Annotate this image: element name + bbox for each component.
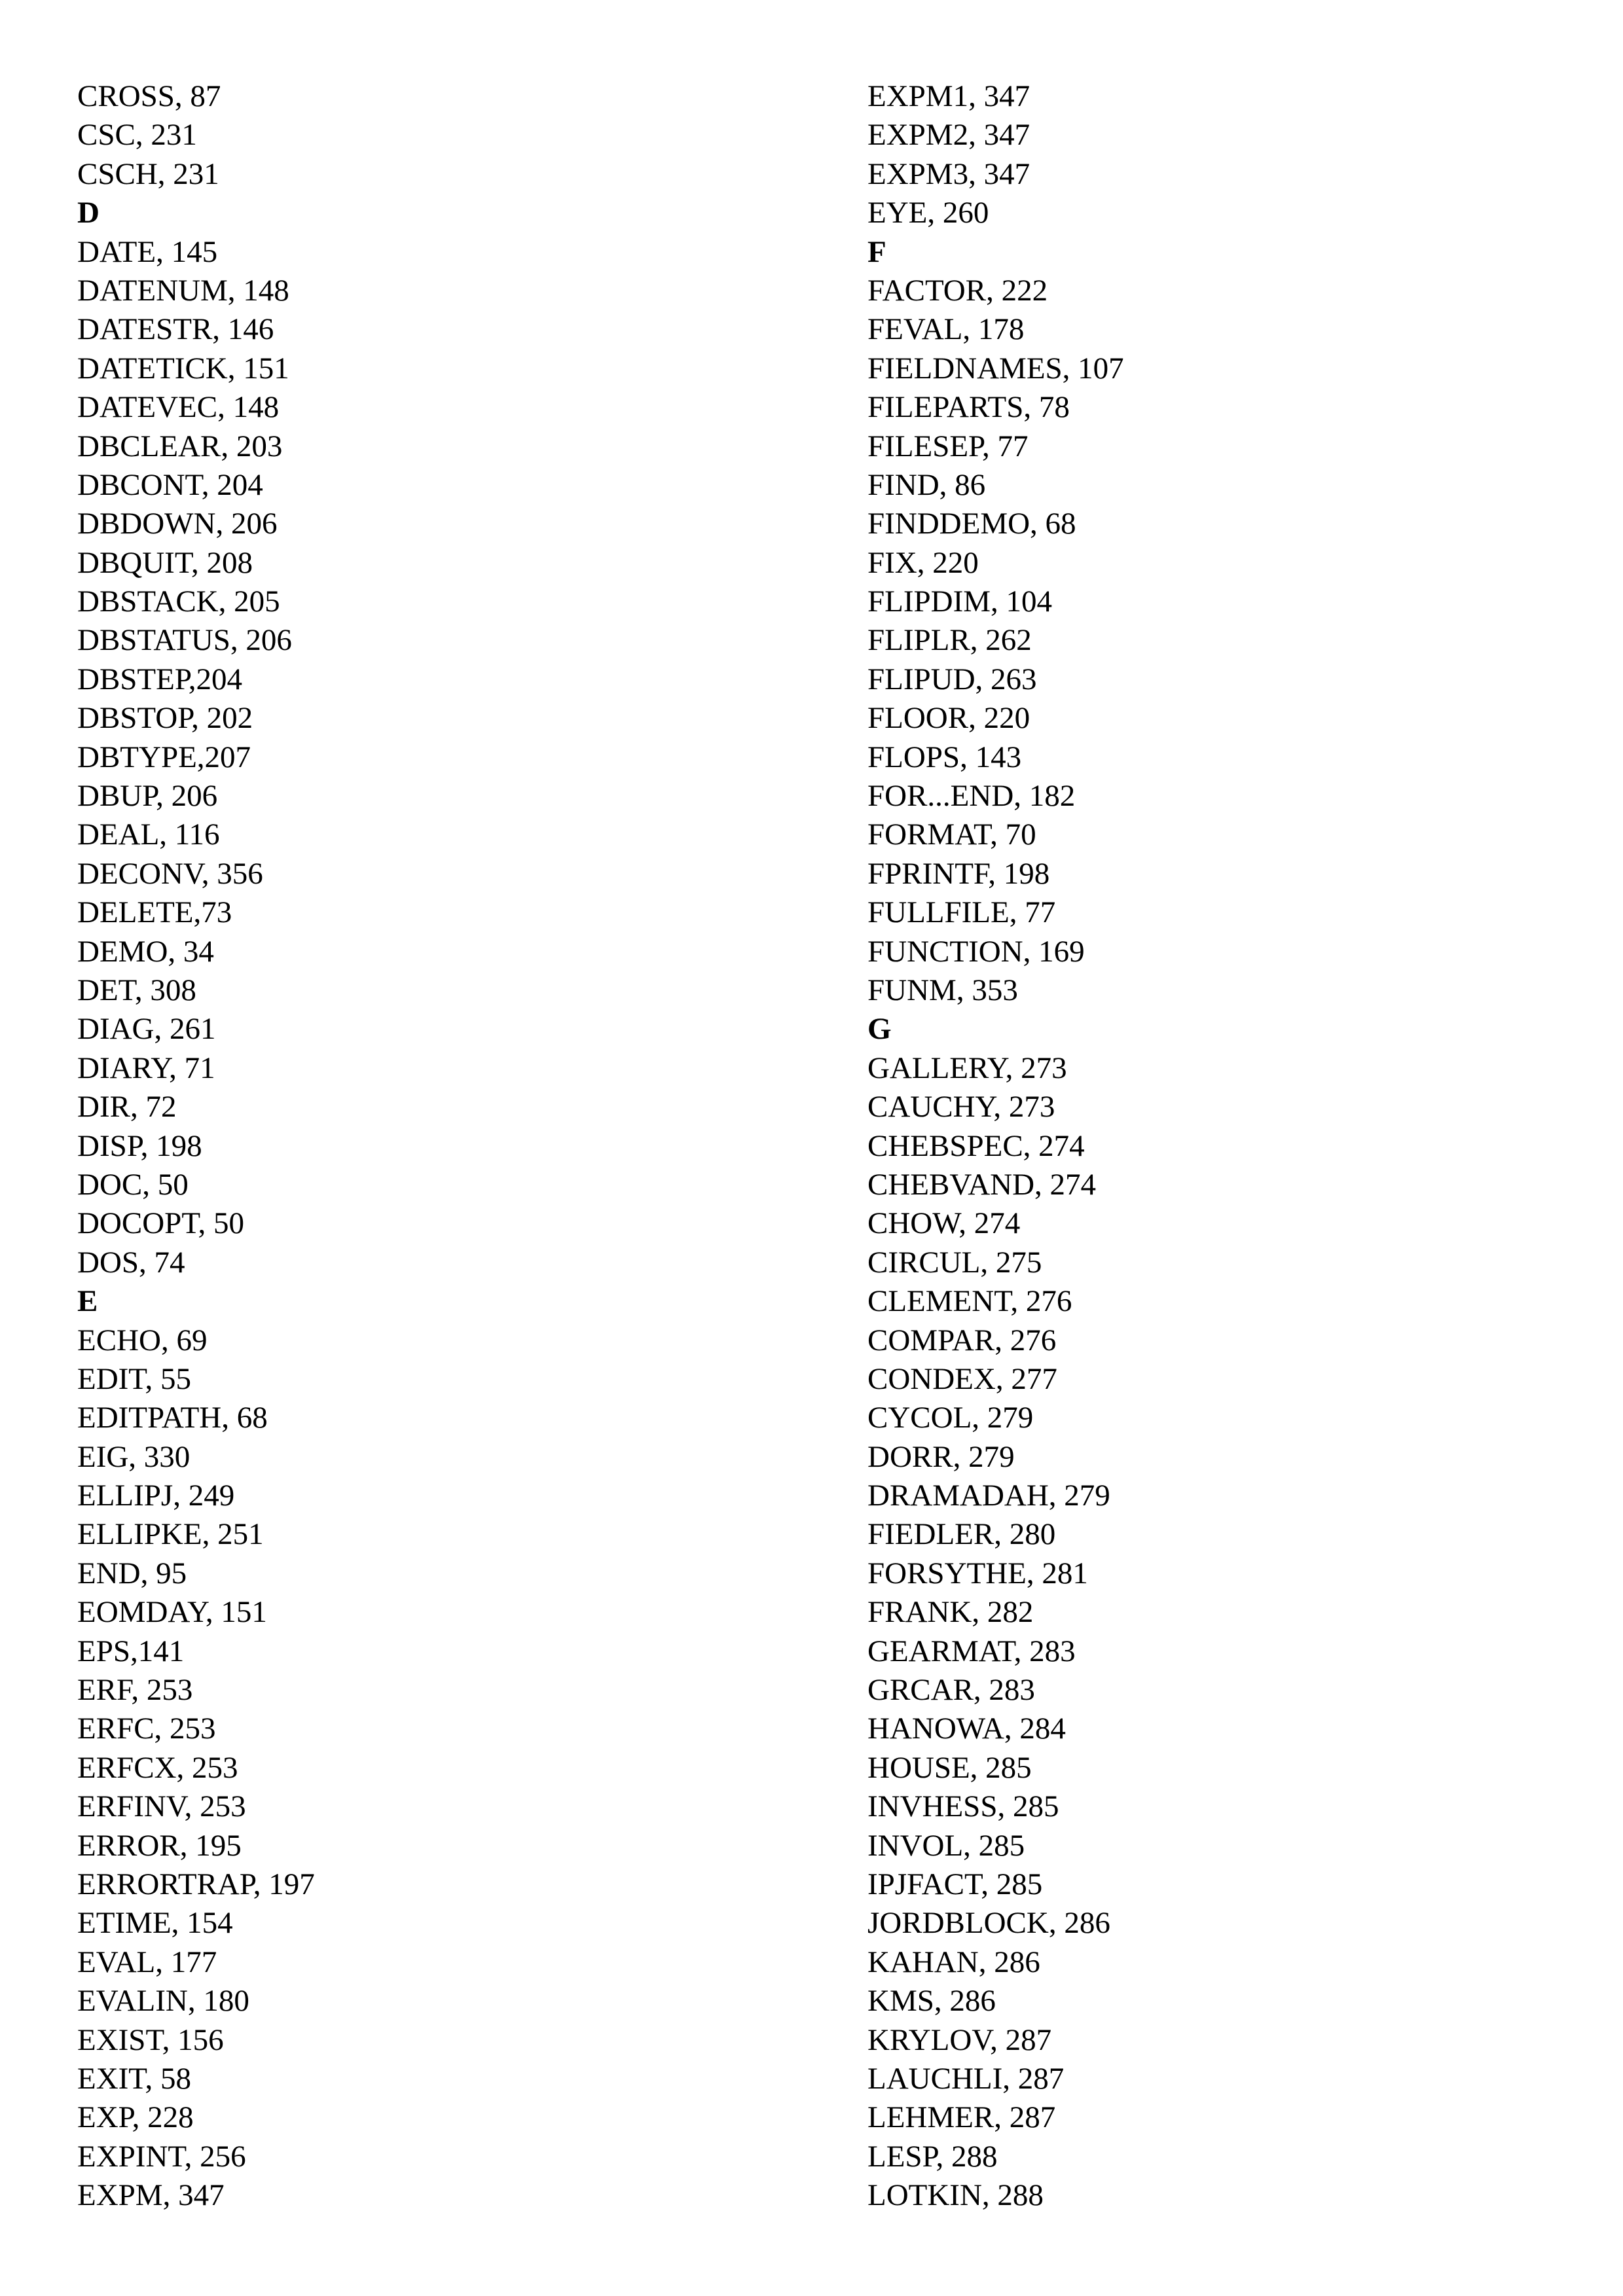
index-entry: DATETICK, 151 [77, 351, 289, 386]
index-entry: FULLFILE, 77 [867, 895, 1056, 930]
index-section-heading: D [77, 196, 100, 230]
index-column-right [867, 77, 1522, 2215]
index-entry: EXIST, 156 [77, 2022, 224, 2057]
index-entry: FIEDLER, 280 [867, 1517, 1056, 1552]
index-entry: DBSTATUS, 206 [77, 623, 292, 658]
index-entry: CONDEX, 277 [867, 1361, 1057, 1396]
index-entry: FACTOR, 222 [867, 273, 1048, 308]
index-entry: FILESEP, 77 [867, 429, 1029, 463]
index-entry: GEARMAT, 283 [867, 1634, 1076, 1668]
index-entry: FLIPDIM, 104 [867, 584, 1053, 619]
index-entry: HANOWA, 284 [867, 1712, 1066, 1746]
index-entry: DET, 308 [77, 973, 196, 1007]
index-entry: DELETE,73 [77, 895, 232, 930]
index-entry: LEHMER, 287 [867, 2100, 1056, 2135]
index-entry: ERF, 253 [77, 1673, 193, 1708]
index-entry: DOC, 50 [77, 1167, 189, 1202]
index-section-heading: G [867, 1012, 892, 1047]
index-entry: EVALIN, 180 [77, 1984, 249, 2018]
index-entry: FPRINTF, 198 [867, 856, 1050, 891]
index-entry: FILEPARTS, 78 [867, 390, 1070, 425]
index-entry: KMS, 286 [867, 1984, 996, 2018]
index-entry: EYE, 260 [867, 196, 989, 230]
index-entry: EDITPATH, 68 [77, 1401, 268, 1435]
index-entry: CAUCHY, 273 [867, 1090, 1055, 1124]
index-entry: DBSTEP,204 [77, 662, 243, 696]
index-entry: INVOL, 285 [867, 1828, 1025, 1863]
index-entry: KRYLOV, 287 [867, 2022, 1052, 2057]
index-entry: CROSS, 87 [77, 79, 221, 113]
index-entry: FLOPS, 143 [867, 740, 1022, 774]
index-entry: FUNCTION, 169 [867, 934, 1085, 969]
index-entry: EOMDAY, 151 [77, 1595, 267, 1630]
index-entry: CHOW, 274 [867, 1206, 1021, 1241]
index-entry: DBSTACK, 205 [77, 584, 280, 619]
index-entry: FOR...END, 182 [867, 779, 1076, 814]
index-entry: CHEBVAND, 274 [867, 1167, 1097, 1202]
index-column-left [77, 77, 732, 2215]
index-entry: FIX, 220 [867, 545, 979, 580]
index-entry: DBCONT, 204 [77, 467, 263, 502]
index-entry: ERFINV, 253 [77, 1789, 246, 1824]
index-entry: ERFCX, 253 [77, 1750, 238, 1785]
index-entry: EXPM, 347 [77, 2178, 225, 2213]
index-entry: DISP, 198 [77, 1128, 202, 1163]
index-entry: END, 95 [77, 1556, 187, 1590]
index-entry: DIR, 72 [77, 1090, 177, 1124]
index-entry: EXIT, 58 [77, 2061, 192, 2096]
index-entry: LAUCHLI, 287 [867, 2061, 1065, 2096]
index-entry: KAHAN, 286 [867, 1945, 1040, 1979]
index-entry: FUNM, 353 [867, 973, 1018, 1007]
index-entry: LESP, 288 [867, 2139, 998, 2174]
index-entry: FINDDEMO, 68 [867, 507, 1076, 541]
index-entry: DEAL, 116 [77, 817, 220, 852]
index-section-heading: E [77, 1284, 98, 1319]
index-entry: CSC, 231 [77, 118, 197, 152]
index-entry: ELLIPJ, 249 [77, 1479, 235, 1513]
index-entry: LOTKIN, 288 [867, 2178, 1044, 2213]
index-entry: FRANK, 282 [867, 1595, 1034, 1630]
index-entry: FIELDNAMES, 107 [867, 351, 1124, 386]
index-entry: DBDOWN, 206 [77, 507, 278, 541]
index-entry: EXPM2, 347 [867, 118, 1030, 152]
index-entry: DATESTR, 146 [77, 312, 274, 347]
index-entry: DBQUIT, 208 [77, 545, 253, 580]
index-entry: FORSYTHE, 281 [867, 1556, 1088, 1590]
index-entry: EIG, 330 [77, 1439, 191, 1474]
index-entry: DBSTOP, 202 [77, 701, 253, 736]
index-entry: GRCAR, 283 [867, 1673, 1035, 1708]
index-entry: ERFC, 253 [77, 1712, 216, 1746]
index-entry: FLIPUD, 263 [867, 662, 1037, 696]
index-entry: EXP, 228 [77, 2100, 194, 2135]
index-entry: HOUSE, 285 [867, 1750, 1032, 1785]
index-entry: DBTYPE,207 [77, 740, 251, 774]
index-section-heading: F [867, 234, 886, 269]
index-entry: FEVAL, 178 [867, 312, 1025, 347]
index-entry: DORR, 279 [867, 1439, 1015, 1474]
index-entry: EPS,141 [77, 1634, 185, 1668]
index-entry: EXPM3, 347 [867, 156, 1030, 191]
index-entry: CYCOL, 279 [867, 1401, 1034, 1435]
index-entry: DIAG, 261 [77, 1012, 216, 1047]
index-entry: EXPM1, 347 [867, 79, 1030, 113]
index-entry: FLOOR, 220 [867, 701, 1030, 736]
index-entry: CSCH, 231 [77, 156, 219, 191]
index-entry: DATENUM, 148 [77, 273, 289, 308]
index-entry: DBUP, 206 [77, 779, 218, 814]
index-entry: CIRCUL, 275 [867, 1245, 1042, 1280]
index-entry: CHEBSPEC, 274 [867, 1128, 1085, 1163]
index-entry: EDIT, 55 [77, 1361, 192, 1396]
index-entry: ERROR, 195 [77, 1828, 242, 1863]
index-entry: FLIPLR, 262 [867, 623, 1032, 658]
index-entry: DBCLEAR, 203 [77, 429, 283, 463]
index-entry: INVHESS, 285 [867, 1789, 1059, 1824]
index-entry: GALLERY, 273 [867, 1050, 1067, 1085]
index-entry: EXPINT, 256 [77, 2139, 246, 2174]
index-entry: DEMO, 34 [77, 934, 214, 969]
index-entry: JORDBLOCK, 286 [867, 1906, 1110, 1941]
index-entry: COMPAR, 276 [867, 1323, 1057, 1357]
index-entry: ETIME, 154 [77, 1906, 233, 1941]
index-entry: FORMAT, 70 [867, 817, 1036, 852]
index-entry: DRAMADAH, 279 [867, 1479, 1110, 1513]
index-entry: ECHO, 69 [77, 1323, 208, 1357]
index-entry: DATE, 145 [77, 234, 218, 269]
index-entry: ELLIPKE, 251 [77, 1517, 264, 1552]
index-entry: DATEVEC, 148 [77, 390, 280, 425]
index-entry: CLEMENT, 276 [867, 1284, 1072, 1319]
index-entry: DOS, 74 [77, 1245, 185, 1280]
index-entry: DOCOPT, 50 [77, 1206, 245, 1241]
index-entry: IPJFACT, 285 [867, 1867, 1043, 1901]
index-entry: DECONV, 356 [77, 856, 263, 891]
index-entry: ERRORTRAP, 197 [77, 1867, 315, 1901]
index-entry: FIND, 86 [867, 467, 986, 502]
index-entry: DIARY, 71 [77, 1050, 215, 1085]
index-entry: EVAL, 177 [77, 1945, 217, 1979]
